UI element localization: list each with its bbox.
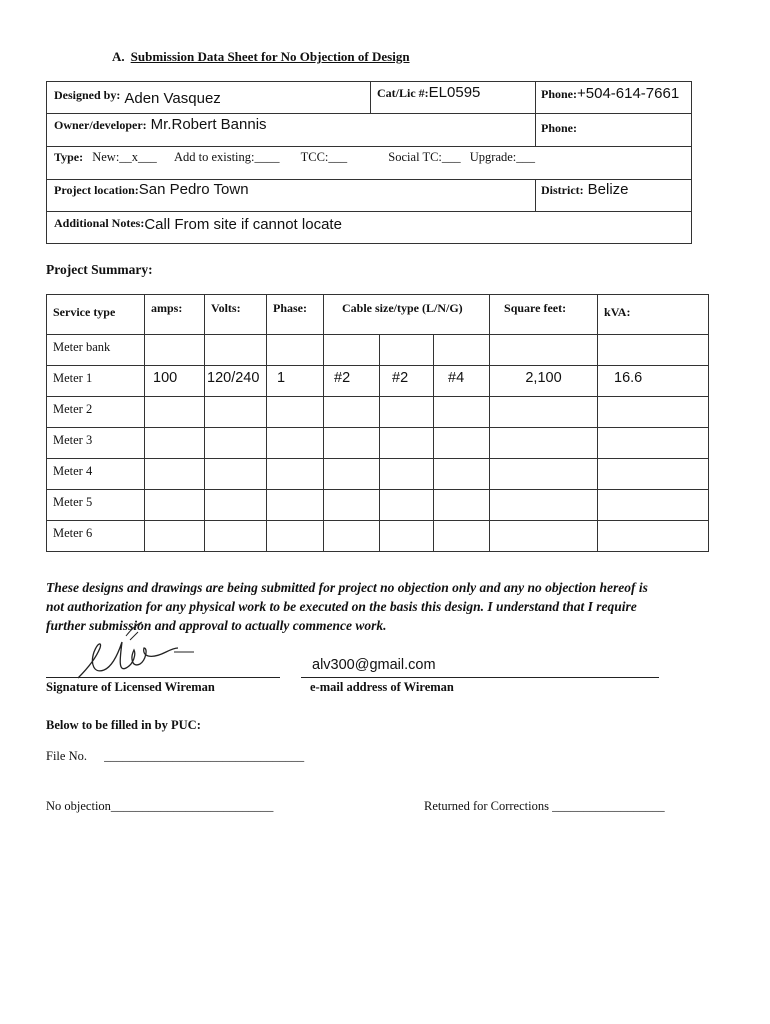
- volts-cell[interactable]: [205, 490, 267, 521]
- table-row: [47, 428, 709, 459]
- type-new[interactable]: New:__x___: [92, 150, 157, 164]
- kva-cell[interactable]: [598, 428, 709, 459]
- declaration-line: not authorization for any physical work to be executed on the basis this design. I understand that I require: [46, 599, 637, 614]
- g-cell[interactable]: [434, 459, 490, 490]
- kva-cell[interactable]: [598, 521, 709, 552]
- sqft-cell[interactable]: [490, 397, 598, 428]
- signature-label: Signature of Licensed Wireman: [46, 680, 215, 694]
- designed-by-value[interactable]: Aden Vasquez: [124, 90, 221, 107]
- cat-lic-label: Cat/Lic #:: [377, 86, 429, 100]
- location-label: Project location:: [54, 183, 139, 197]
- type-social-tc[interactable]: Social TC:___: [388, 150, 461, 164]
- phone-field: [541, 85, 679, 103]
- type-row: [54, 150, 684, 165]
- district-label: District:: [541, 183, 584, 197]
- service-type-cell: Meter 4: [47, 459, 145, 490]
- kva-cell[interactable]: [598, 397, 709, 428]
- service-type-cell: Meter bank: [47, 335, 145, 366]
- phase-cell[interactable]: [267, 459, 324, 490]
- header-phase: Phase:: [267, 295, 324, 335]
- phase-cell[interactable]: [267, 521, 324, 552]
- sqft-cell[interactable]: [490, 459, 598, 490]
- g-cell[interactable]: [434, 428, 490, 459]
- service-type-cell: Meter 5: [47, 490, 145, 521]
- header-amps: amps:: [145, 295, 205, 335]
- header-kva: kVA:: [598, 295, 709, 335]
- file-no-field: [46, 749, 304, 764]
- amps-cell[interactable]: [145, 397, 205, 428]
- l-cell[interactable]: [324, 459, 380, 490]
- phase-cell[interactable]: [267, 335, 324, 366]
- kva-cell[interactable]: [598, 335, 709, 366]
- owner-field: [54, 116, 267, 134]
- cat-lic-field: [377, 84, 480, 102]
- file-no-line[interactable]: ________________________________: [104, 749, 305, 763]
- table-row: [47, 459, 709, 490]
- n-cell[interactable]: [380, 335, 434, 366]
- l-cell[interactable]: [324, 428, 380, 459]
- owner-phone-label: Phone:: [541, 121, 577, 135]
- project-summary-table: [46, 294, 709, 552]
- l-cell[interactable]: [324, 521, 380, 552]
- volts-cell[interactable]: [205, 335, 267, 366]
- g-cell[interactable]: [434, 397, 490, 428]
- amps-cell[interactable]: 100: [145, 366, 205, 397]
- signature-line[interactable]: [46, 677, 280, 678]
- g-cell[interactable]: #4: [434, 366, 490, 397]
- declaration-line: further submission and approval to actually commence work.: [46, 618, 387, 633]
- notes-field: [54, 214, 342, 232]
- phase-cell[interactable]: 1: [267, 366, 324, 397]
- volts-cell[interactable]: [205, 459, 267, 490]
- header-service-type: Service type: [47, 295, 145, 335]
- cat-lic-value[interactable]: EL0595: [428, 84, 481, 101]
- service-type-cell: Meter 2: [47, 397, 145, 428]
- phone-label: Phone:: [541, 87, 577, 101]
- designed-by-label: Designed by:: [54, 88, 121, 102]
- document-title: [112, 49, 410, 65]
- email-label: e-mail address of Wireman: [310, 680, 454, 694]
- no-objection-label: No objection: [46, 799, 111, 813]
- volts-cell[interactable]: [205, 428, 267, 459]
- service-type-cell: Meter 1: [47, 366, 145, 397]
- kva-cell[interactable]: 16.6: [598, 366, 709, 397]
- returned-label: Returned for Corrections: [424, 799, 549, 813]
- sqft-cell[interactable]: [490, 428, 598, 459]
- amps-cell[interactable]: [145, 335, 205, 366]
- n-cell[interactable]: [380, 397, 434, 428]
- kva-cell[interactable]: [598, 459, 709, 490]
- owner-value[interactable]: Mr.Robert Bannis: [150, 116, 267, 133]
- n-cell[interactable]: #2: [380, 366, 434, 397]
- volts-cell[interactable]: [205, 521, 267, 552]
- type-upgrade[interactable]: Upgrade:___: [469, 150, 536, 164]
- designed-by-field: [54, 86, 221, 107]
- volts-cell[interactable]: 120/240: [205, 366, 267, 397]
- amps-cell[interactable]: [145, 490, 205, 521]
- sqft-cell[interactable]: 2,100: [490, 366, 598, 397]
- g-cell[interactable]: [434, 335, 490, 366]
- amps-cell[interactable]: [145, 521, 205, 552]
- table-header-row: [47, 295, 709, 335]
- header-cable-size: Cable size/type (L/N/G): [324, 295, 490, 335]
- puc-heading: Below to be filled in by PUC:: [46, 718, 201, 732]
- returned-field: [424, 799, 665, 814]
- amps-cell[interactable]: [145, 459, 205, 490]
- declaration-line: These designs and drawings are being submitted for project no objection only and any no objection hereof is: [46, 580, 648, 595]
- no-objection-line[interactable]: __________________________: [110, 799, 274, 813]
- owner-label: Owner/developer:: [54, 118, 147, 132]
- project-summary-heading: Project Summary:: [46, 262, 153, 277]
- email-line: [301, 677, 659, 678]
- l-cell[interactable]: #2: [324, 366, 380, 397]
- n-cell[interactable]: [380, 428, 434, 459]
- location-value[interactable]: San Pedro Town: [138, 181, 249, 198]
- l-cell[interactable]: [324, 490, 380, 521]
- phase-cell[interactable]: [267, 490, 324, 521]
- sqft-cell[interactable]: [490, 490, 598, 521]
- g-cell[interactable]: [434, 521, 490, 552]
- notes-label: Additional Notes:: [54, 216, 145, 230]
- header-square-feet: Square feet:: [490, 295, 598, 335]
- returned-line[interactable]: __________________: [552, 799, 665, 813]
- email-value[interactable]: alv300@gmail.com: [312, 657, 436, 673]
- designer-info-box: [46, 81, 692, 244]
- volts-cell[interactable]: [205, 397, 267, 428]
- service-type-cell: Meter 6: [47, 521, 145, 552]
- no-objection-field: [46, 799, 273, 814]
- l-cell[interactable]: [324, 335, 380, 366]
- service-type-cell: Meter 3: [47, 428, 145, 459]
- section-letter: A.: [112, 49, 125, 64]
- notes-value[interactable]: Call From site if cannot locate: [144, 216, 342, 233]
- amps-cell[interactable]: [145, 428, 205, 459]
- table-row: [47, 490, 709, 521]
- l-cell[interactable]: [324, 397, 380, 428]
- kva-cell[interactable]: [598, 490, 709, 521]
- g-cell[interactable]: [434, 490, 490, 521]
- table-row: [47, 335, 709, 366]
- district-value[interactable]: Belize: [587, 181, 629, 198]
- table-row: [47, 366, 709, 397]
- table-row: [47, 397, 709, 428]
- table-row: [47, 521, 709, 552]
- district-field: [541, 181, 629, 199]
- phase-cell[interactable]: [267, 397, 324, 428]
- owner-phone-field[interactable]: [541, 119, 577, 137]
- location-field: [54, 181, 249, 199]
- type-tcc[interactable]: TCC:___: [300, 150, 348, 164]
- type-label: Type:: [54, 150, 84, 164]
- phase-cell[interactable]: [267, 428, 324, 459]
- n-cell[interactable]: [380, 521, 434, 552]
- header-volts: Volts:: [205, 295, 267, 335]
- phone-value[interactable]: +504-614-7661: [577, 85, 680, 102]
- title-text: Submission Data Sheet for No Objection of Design: [130, 49, 410, 64]
- n-cell[interactable]: [380, 490, 434, 521]
- type-add-existing[interactable]: Add to existing:____: [173, 150, 280, 164]
- sqft-cell[interactable]: [490, 521, 598, 552]
- file-no-label: File No.: [46, 749, 87, 763]
- n-cell[interactable]: [380, 459, 434, 490]
- sqft-cell[interactable]: [490, 335, 598, 366]
